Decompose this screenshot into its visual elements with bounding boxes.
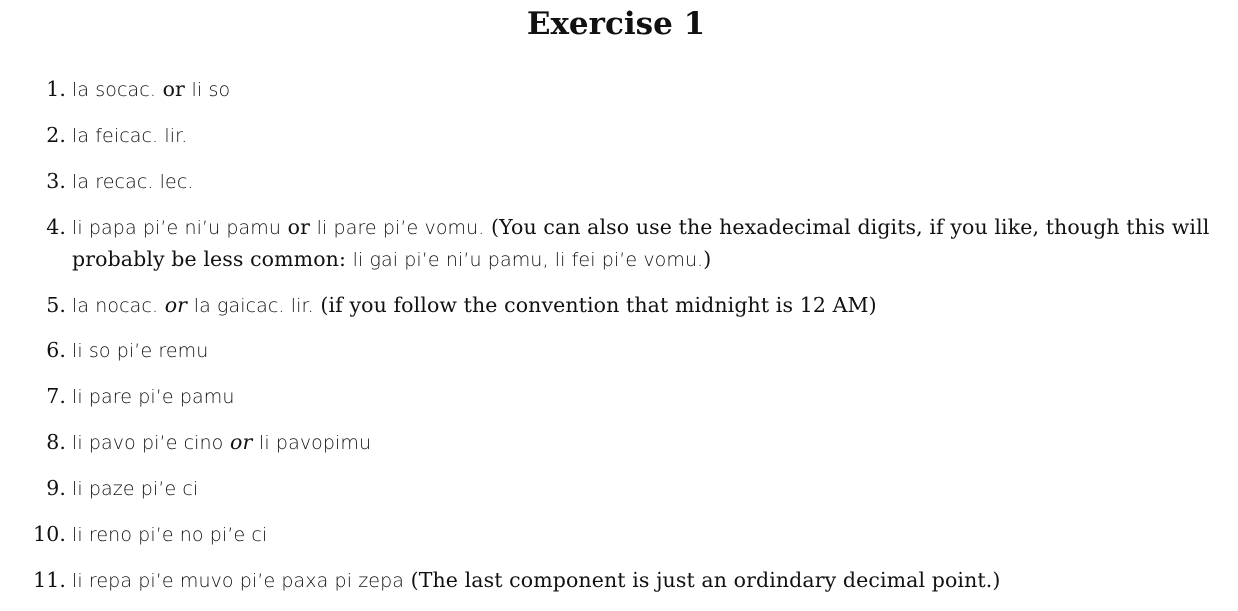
explanation-text: (The last component is just an ordindary decimal point.)	[403, 567, 1001, 592]
lojban-answer: li pavo pi’e cino	[72, 432, 224, 455]
lojban-answer: li so pi’e remu	[72, 340, 209, 363]
lojban-answer: la socac.	[72, 79, 156, 101]
page-title: Exercise 1	[526, 6, 706, 42]
lojban-alternative: li pavopimu	[259, 432, 372, 455]
lojban-answer: li paze pi’e ci	[72, 478, 199, 501]
item-number: 11.	[33, 567, 66, 592]
lojban-alternative: la gaicac. lir.	[193, 294, 314, 317]
list-item-5	[0, 290, 1238, 322]
lojban-answer: li repa pi’e muvo pi’e paxa pi zepa	[72, 569, 404, 592]
lojban-hex-example: li gai pi’e ni’u pamu, li fei pi’e vomu.	[352, 248, 704, 271]
item-number: 7.	[46, 384, 66, 409]
lojban-answer: la recac. lec.	[72, 170, 194, 193]
item-number: 2.	[46, 122, 66, 147]
list-item-2	[0, 120, 1238, 152]
lojban-answer: la nocac.	[72, 294, 159, 317]
item-number: 1.	[46, 77, 66, 101]
item-number: 6.	[46, 338, 66, 363]
closing-paren: )	[703, 246, 712, 271]
answer-list	[0, 74, 1238, 611]
list-item-1	[0, 74, 1238, 106]
connector-text: or	[281, 214, 317, 239]
lojban-answer: li papa pi’e ni’u pamu	[72, 216, 282, 239]
lojban-alternative: li so	[191, 79, 231, 101]
connector-text: or	[164, 292, 188, 317]
item-number: 10.	[33, 522, 66, 547]
lojban-alternative: li pare pi’e vomu.	[316, 216, 485, 239]
list-item-11	[0, 565, 1238, 597]
connector-text: or	[155, 77, 192, 101]
explanation-text: (You can also use the hexadecimal digits, if you like, though this will probably be less common:	[72, 214, 1210, 271]
item-number: 9.	[46, 476, 66, 501]
connector-text: or	[230, 430, 253, 455]
list-item-8	[0, 427, 1238, 459]
lojban-answer: li pare pi’e pamu	[72, 386, 235, 409]
item-number: 3.	[46, 168, 66, 193]
list-item-3	[0, 166, 1238, 198]
lojban-answer: la feicac. lir.	[72, 124, 188, 147]
item-number: 5.	[46, 292, 66, 317]
explanation-text: (if you follow the convention that midnight is 12 AM)	[313, 292, 877, 317]
list-item-6	[0, 335, 1238, 367]
list-item-9	[0, 473, 1238, 505]
list-item-4	[0, 212, 1238, 276]
item-number: 4.	[46, 214, 66, 239]
list-item-10	[0, 519, 1238, 551]
list-item-7	[0, 381, 1238, 413]
item-number: 8.	[46, 430, 66, 455]
lojban-answer: li reno pi’e no pi’e ci	[72, 524, 268, 547]
